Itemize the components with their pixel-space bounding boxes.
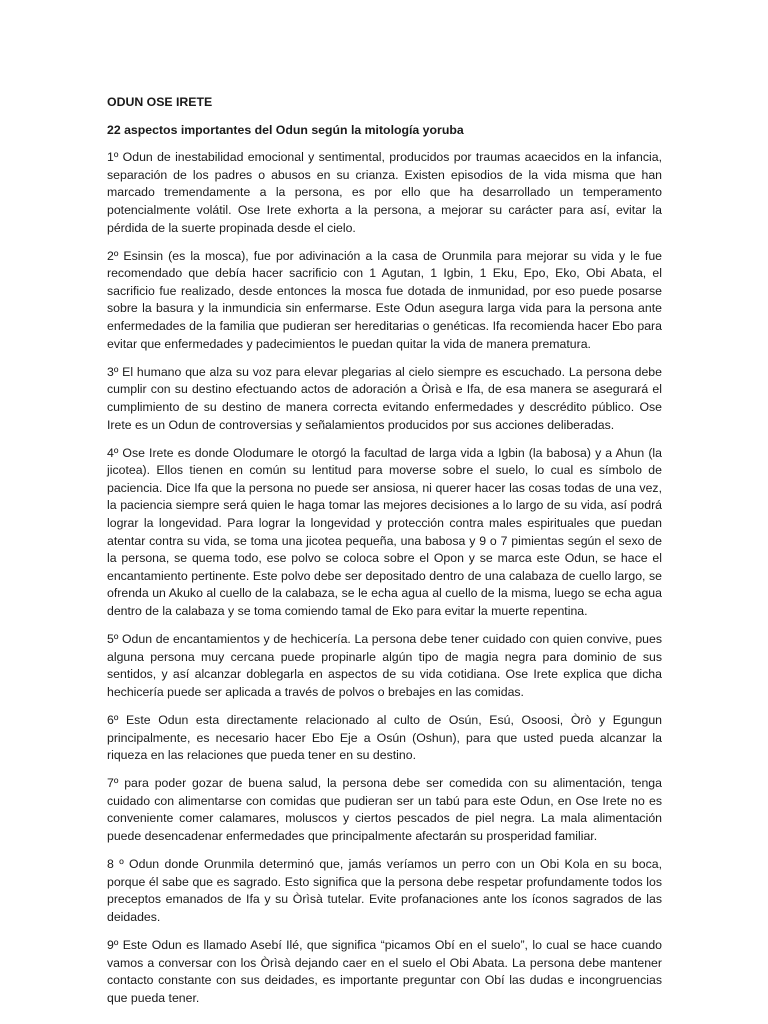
document-page [107,94,662,1018]
document-subtitle: 22 aspectos importantes del Odun según la mitología yoruba [107,122,464,137]
paragraph-3: 3º El humano que alza su voz para elevar plegarias al cielo siempre es escuchado. La persona debe cumplir con su destino efectuando actos de adoración a Òrìsà e Ifa, de esa manera se asegurará el cumplimiento de su destino de manera correcta evitando enfermedades y descrédito público. Ose Irete es un Odun de controversias y señalamientos producidos por sus acciones deliberadas. [107,364,662,432]
paragraph-4: 4º Ose Irete es donde Olodumare le otorgó la facultad de larga vida a Igbin (la babosa) y a Ahun (la jicotea). Ellos tienen en común su lentitud para moverse sobre el suelo, lo cual es símbolo de paciencia. Dice Ifa que la persona no puede ser ansiosa, ni querer hacer las cosas todas de una vez, la paciencia siempre será quien le haga tomar las mejores decisiones a lo largo de su vida, así podrá lograr la longevidad. Para lograr la longevidad y protección contra males espirituales que puedan atentar contra su vida, se toma una jicotea pequeña, una babosa y 9 o 7 pimientas según el sexo de la persona, se quema todo, ese polvo se coloca sobre el Opon y se marca este Odun, se hace el encantamiento pertinente. Este polvo debe ser depositado dentro de una calabaza de cuello largo, se ofrenda un Akuko al cuello de la calabaza, se le echa agua al cuello de la misma, luego se echa agua dentro de la calabaza y se toma comiendo tamal de Eko para evitar la muerte repentina. [107,445,662,618]
paragraph-6: 6º Este Odun esta directamente relacionado al culto de Osún, Esú, Osoosi, Òrò y Egungun principalmente, es necesario hacer Ebo Eje a Osún (Oshun), para que usted pueda alcanzar la riqueza en las relaciones que pueda tener en su destino. [107,712,662,763]
paragraph-7: 7º para poder gozar de buena salud, la persona debe ser comedida con su alimentación, tenga cuidado con alimentarse con comidas que pudieran ser un tabú para este Odun, en Ose Irete no es conveniente comer calamares, moluscos y ciertos pescados de piel negra. La mala alimentación puede desencadenar enfermedades que principalmente afectarán su prosperidad familiar. [107,776,662,843]
paragraph-5: 5º Odun de encantamientos y de hechicería. La persona debe tener cuidado con quien convive, pues alguna persona muy cercana puede propinarle algún tipo de magia negra para dominio de sus sentidos, y así alcanzar doblegarla en aspectos de su vida cotidiana. Ose Irete explica que dicha hechicería puede ser aplicada a través de polvos o brebajes en las comidas. [107,632,662,699]
document-title: ODUN OSE IRETE [107,95,213,109]
paragraph-8: 8 º Odun donde Orunmila determinó que, jamás veríamos un perro con un Obi Kola en su boca, porque él sabe que es sagrado. Esto significa que la persona debe respetar profundamente todos los preceptos emanados de Ifa y su Òrìsà tutelar. Evite profanaciones ante los íconos sagrados de las deidades. [107,857,662,924]
paragraph-2: 2º Esinsin (es la mosca), fue por adivinación a la casa de Orunmila para mejorar su vida y le fue recomendado que debía hacer sacrificio con 1 Agutan, 1 Igbin, 1 Eku, Epo, Eko, Obi Abata, el sacrificio fue realizado, desde entonces la mosca fue dotada de inmunidad, por eso puede posarse sobre la basura y la inmundicia sin enfermarse. Este Odun asegura larga vida para la persona ante enfermedades de la familia que pudieran ser hereditarias o genéticas. Ifa recomienda hacer Ebo para evitar que enfermedades y padecimientos le puedan quitar la vida de manera prematura. [107,248,662,351]
paragraph-9: 9º Este Odun es llamado Asebí Ilé, que significa “picamos Obí en el suelo”, lo cual se hace cuando vamos a conversar con los Òrìsà dejando caer en el suelo el Obi Abata. La persona debe mantener contacto constante con sus deidades, es importante preguntar con Obí las dudas e incongruencias que pueda tener. [107,937,662,1005]
paragraph-1: 1º Odun de inestabilidad emocional y sentimental, producidos por traumas acaecidos en la infancia, separación de los padres o abusos en su crianza. Existen episodios de la vida misma que han marcado tremendamente a la persona, es por ello que ha desarrollado un temperamento potencialmente volátil. Ose Irete exhorta a la persona, a mejorar su carácter para así, evitar la pérdida de la suerte propinada desde el cielo. [107,150,662,235]
